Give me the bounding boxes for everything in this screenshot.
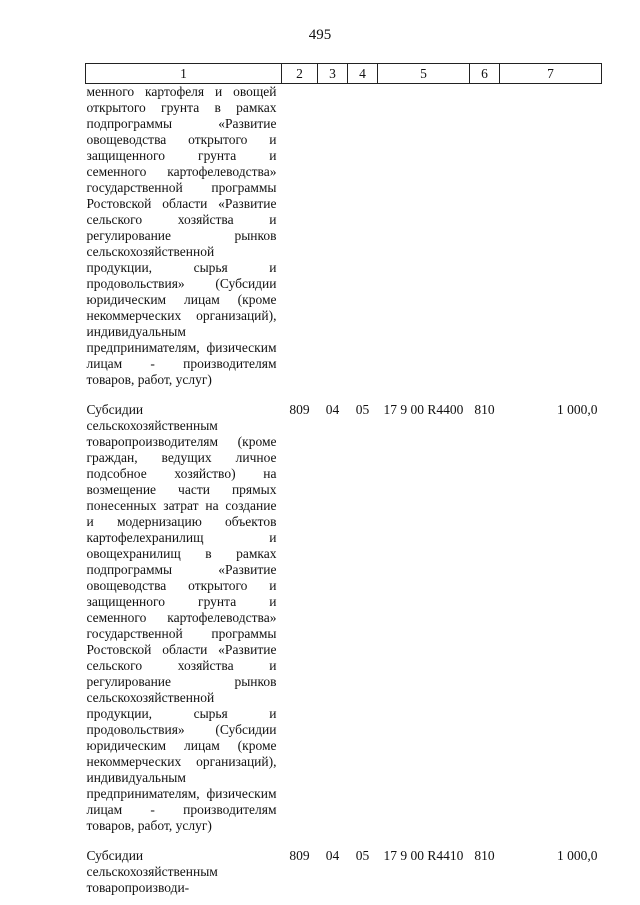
row-section: 04 [325, 402, 340, 417]
row-amount: 1 000,0 [557, 402, 598, 417]
row-expense-type [470, 84, 500, 389]
row-subsection [348, 84, 378, 389]
row-section: 04 [325, 848, 340, 863]
row-code [282, 84, 318, 389]
row-description: Субсидии сельскохозяйственным товаропроизводителям (кроме граждан, ведущих личное подсобное хозяйство) на возмещение части прямых понесенных затрат на создание и модернизацию объектов картофелехранилищ и овощехранилищ в рамках подпрограммы «Развитие овощеводства открытого и защищенного грунта и семенного картофелеводства» государственной программы Ростовской области «Развитие сельского хозяйства и регулирование рынков сельскохозяйственной продукции, сырья и продовольствия» (Субсидии юридическим лицам (кроме некоммерческих организаций), индивидуальным предпринимателям, физическим лицам - производителям товаров, работ, услуг) [86, 402, 277, 833]
column-header: 5 [378, 64, 470, 84]
budget-table [85, 63, 602, 896]
table-row [86, 848, 602, 896]
column-header: 2 [282, 64, 318, 84]
column-header: 7 [500, 64, 602, 84]
column-header: 3 [318, 64, 348, 84]
row-subsection: 05 [355, 402, 370, 417]
row-expense-type: 810 [474, 848, 495, 863]
row-subsection: 05 [355, 848, 370, 863]
row-code: 809 [289, 848, 310, 863]
column-header: 6 [470, 64, 500, 84]
row-code: 809 [289, 402, 310, 417]
row-target-item [378, 84, 470, 389]
row-description: Субсидии сельскохозяйственным товаропроизводи- [86, 848, 218, 895]
header-row [86, 64, 602, 84]
column-header: 1 [86, 64, 282, 84]
row-amount: 1 000,0 [557, 848, 598, 863]
page-number: 495 [308, 27, 332, 43]
row-target-item: 17 9 00 R4410 [383, 848, 464, 863]
row-target-item: 17 9 00 R4400 [383, 402, 464, 417]
row-section [318, 84, 348, 389]
row-amount [500, 84, 602, 389]
table-row [86, 84, 602, 389]
table-header [86, 64, 602, 84]
row-expense-type: 810 [474, 402, 495, 417]
column-header: 4 [348, 64, 378, 84]
table-row [86, 402, 602, 834]
row-description: менного картофеля и овощей открытого грунта в рамках подпрограммы «Развитие овощеводства открытого и защищенного грунта и семенного картофелеводства» государственной программы Ростовской области «Развитие сельского хозяйства и регулирование рынков сельскохозяйственной продукции, сырья и продовольствия» (Субсидии юридическим лицам (кроме некоммерческих организаций), индивидуальным предпринимателям, физическим лицам - производителям товаров, работ, услуг) [86, 84, 277, 387]
